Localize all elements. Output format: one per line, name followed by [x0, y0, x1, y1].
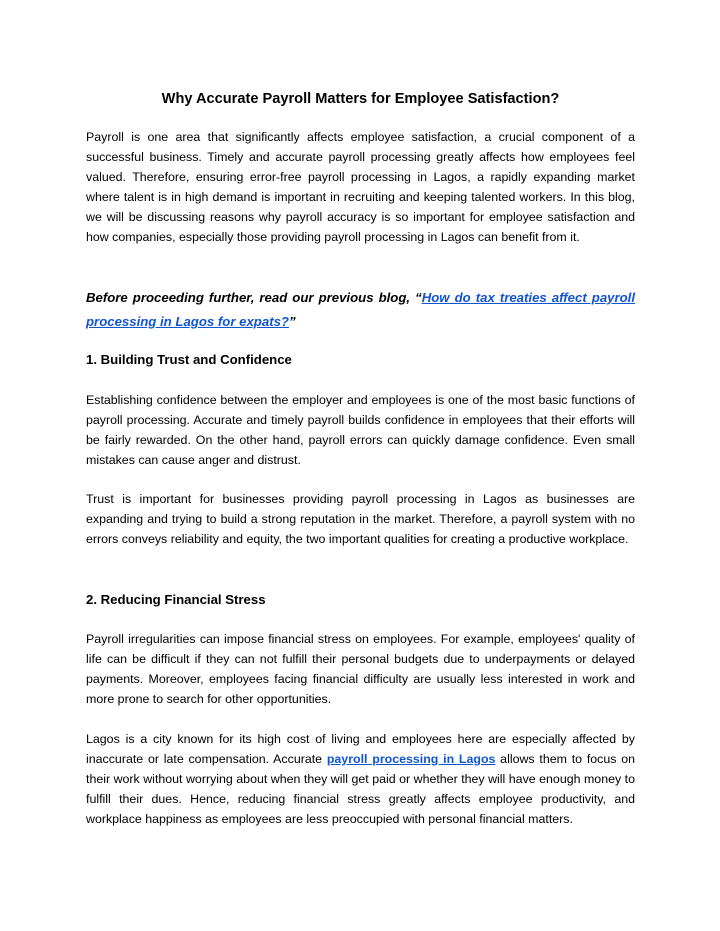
previous-blog-note [86, 286, 635, 334]
payroll-processing-link[interactable]: payroll processing in Lagos [326, 752, 496, 766]
section-2-paragraph-2 [86, 729, 635, 829]
section-2-paragraph-1: Payroll irregularities can impose financial stress on employees. For example, employees' quality of life can be difficult if they can not fulfill their personal budgets due to underpayments or delayed payments. Moreover, employees facing financial difficulty are usually less interested in work and more prone to search for other opportunities. [86, 632, 635, 706]
section-1-paragraph-2: Trust is important for businesses providing payroll processing in Lagos as businesses are expanding and trying to build a strong reputation in the market. Therefore, a payroll system with no errors conveys reliability and equity, the two important qualities for creating a productive workplace. [86, 492, 635, 546]
note-suffix: ” [288, 314, 296, 329]
section-2-paragraph-2-end: allows them to focus on their work without worrying about when they will get paid or whether they will have enough money to fulfill their dues. Hence, reducing financial stress greatly affects employee productivity, and workplace happiness as employees are less preoccupied with personal financial matters. [86, 752, 635, 826]
page-title: Why Accurate Payroll Matters for Employee Satisfaction? [161, 91, 560, 107]
intro-paragraph: Payroll is one area that significantly affects employee satisfaction, a crucial component of a successful business. Timely and accurate payroll processing greatly affects how employees feel valued. Therefore, ensuring error-free payroll processing in Lagos, a rapidly expanding market where talent is in high demand is important in recruiting and keeping talented workers. In this blog, we will be discussing reasons why payroll accuracy is so important for employee satisfaction and how companies, especially those providing payroll processing in Lagos can benefit from it. [86, 130, 635, 244]
note-prefix: Before proceeding further, read our previous blog, “ [86, 290, 422, 305]
previous-blog-link[interactable]: How do tax treaties affect payroll processing in Lagos for expats? [86, 290, 635, 329]
section-2-paragraph-2-start: Lagos is a city known for its high cost of living and employees here are especially affected by inaccurate or late compensation. Accurate [86, 732, 635, 766]
section-1-paragraph-1: Establishing confidence between the employer and employees is one of the most basic functions of payroll processing. Accurate and timely payroll builds confidence in employees that their efforts will be fairly rewarded. On the other hand, payroll errors can quickly damage confidence. Even small mistakes can cause anger and distrust. [86, 393, 635, 467]
section-1-heading: 1. Building Trust and Confidence [86, 352, 292, 367]
section-2-heading: 2. Reducing Financial Stress [86, 592, 266, 607]
